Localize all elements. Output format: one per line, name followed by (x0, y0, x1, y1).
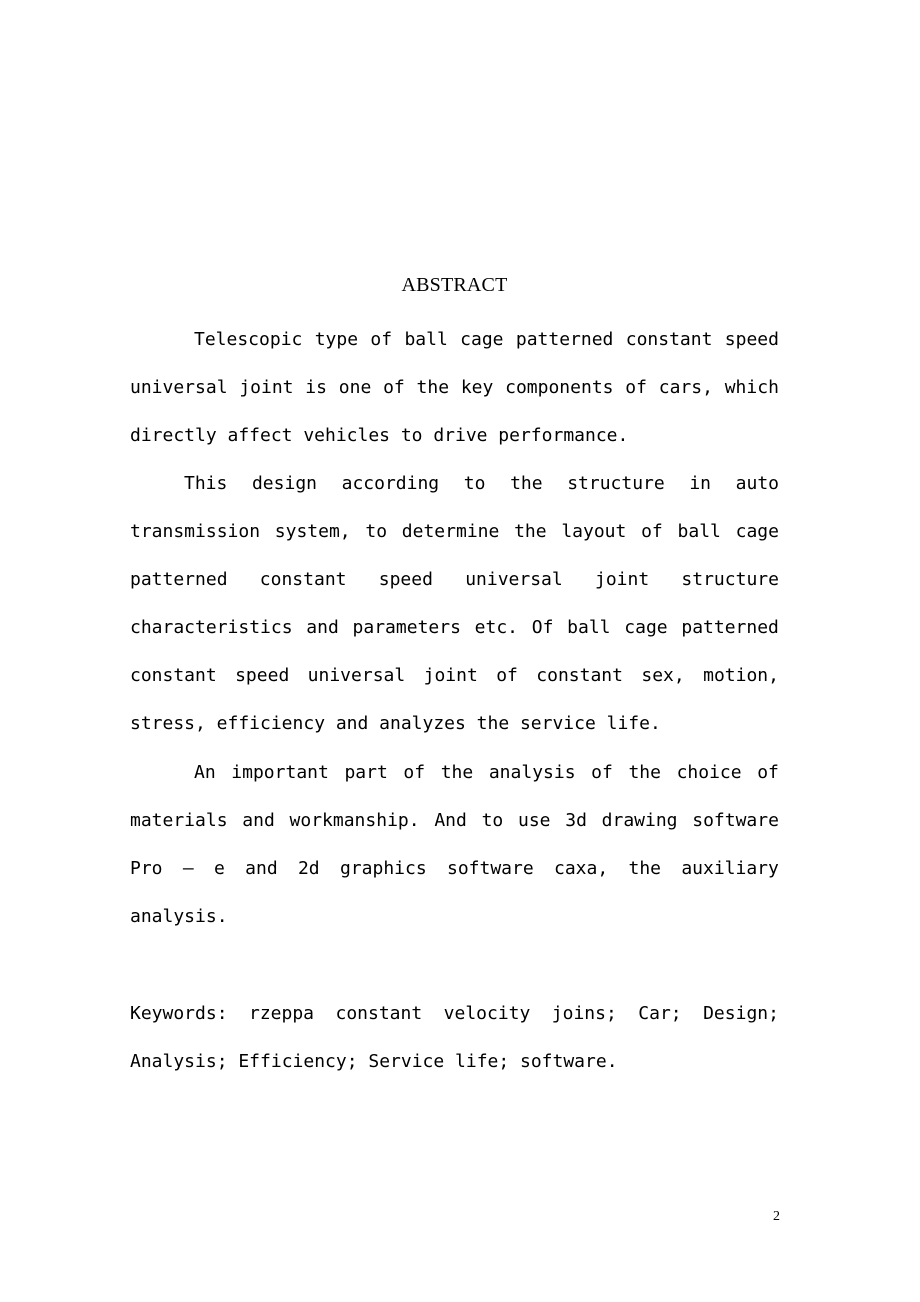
word-token: universal (307, 665, 406, 686)
word-token: of (625, 377, 647, 398)
word-token: of (641, 521, 663, 542)
word-token: directly (130, 425, 217, 446)
word-token: important (231, 762, 329, 783)
word-token: Of (531, 617, 554, 638)
word-token: layout (561, 521, 627, 542)
word-token: constant (130, 665, 217, 686)
word-token: analyzes (379, 713, 466, 734)
word-token: An (194, 762, 216, 783)
word-token: analysis (488, 762, 576, 783)
text-line (130, 760, 779, 786)
word-token: Telescopic (194, 329, 303, 350)
word-token: of (370, 329, 393, 350)
text-line (130, 471, 779, 497)
word-token: universal (130, 377, 228, 398)
word-token: components (505, 377, 614, 398)
word-token: etc. (474, 617, 519, 638)
word-token: of (496, 665, 518, 686)
word-token: patterned (515, 329, 614, 350)
word-token: cage (735, 521, 779, 542)
word-token: affect (227, 425, 293, 446)
word-token: to (400, 425, 423, 446)
word-token: software (692, 810, 779, 831)
word-token: constant (536, 665, 623, 686)
word-token: performance. (498, 425, 629, 446)
word-token: joint (239, 377, 294, 398)
word-token: the (628, 858, 662, 879)
word-token: auxiliary (681, 858, 779, 879)
word-token: software. (520, 1051, 618, 1072)
word-token: Car; (638, 1003, 682, 1024)
word-token: e (213, 858, 225, 879)
word-token: universal (465, 569, 563, 590)
word-token: vehicles (303, 425, 391, 446)
word-token: service (519, 713, 596, 734)
text-line (130, 375, 779, 401)
word-token: Service (368, 1051, 445, 1072)
word-token: the (440, 762, 474, 783)
word-token: cars, (658, 377, 713, 398)
word-token: graphics (339, 858, 427, 879)
text-line (130, 711, 779, 737)
word-token: Analysis; (130, 1051, 228, 1072)
word-token: the (476, 713, 510, 734)
word-token: one (338, 377, 372, 398)
word-token: constant (335, 1003, 423, 1024)
word-token: parameters (352, 617, 461, 638)
word-token: to (365, 521, 388, 542)
word-token: structure (681, 569, 779, 590)
word-token: ball (404, 329, 448, 350)
word-token: life. (606, 713, 661, 734)
text-line (130, 519, 779, 545)
word-token: constant (625, 329, 713, 350)
word-token: joint (423, 665, 478, 686)
text-line (130, 856, 779, 882)
word-token: workmanship. (289, 810, 420, 831)
word-token: constant (259, 569, 347, 590)
word-token: rzeppa (249, 1003, 315, 1024)
word-token: This (184, 473, 228, 494)
word-token: the (416, 377, 450, 398)
word-token: 2d (297, 858, 320, 879)
word-token: ball (677, 521, 721, 542)
word-token: the (514, 521, 547, 542)
word-token: structure (567, 473, 665, 494)
keywords-line (130, 1049, 779, 1075)
word-token: software (446, 858, 534, 879)
word-token: of (591, 762, 613, 783)
word-token: to (481, 810, 504, 831)
word-token: auto (735, 473, 779, 494)
word-token: joins; (551, 1003, 617, 1024)
text-line (130, 615, 779, 641)
word-token: speed (724, 329, 779, 350)
word-token: according (341, 473, 440, 494)
word-token: 3d (565, 810, 587, 831)
word-token: and (335, 713, 369, 734)
word-token: the (510, 473, 543, 494)
word-token: life; (455, 1051, 510, 1072)
word-token: of (403, 762, 426, 783)
text-line (130, 808, 779, 834)
word-token: And (434, 810, 467, 831)
word-token: analysis. (130, 906, 228, 927)
word-token: – (182, 858, 194, 879)
word-token: speed (378, 569, 433, 590)
word-token: system, (274, 521, 351, 542)
page-number: 2 (773, 1209, 780, 1224)
word-token: Design; (703, 1003, 779, 1024)
word-token: speed (235, 665, 290, 686)
word-token: Efficiency; (238, 1051, 358, 1072)
word-token: the (628, 762, 661, 783)
word-token: which (724, 377, 779, 398)
word-token: stress, (130, 713, 206, 734)
word-token: ball (567, 617, 611, 638)
word-token: and (245, 858, 278, 879)
word-token: efficiency (216, 713, 326, 734)
word-token: Keywords: (130, 1003, 228, 1024)
word-token: and (306, 617, 339, 638)
text-line (130, 327, 779, 353)
word-token: cage (460, 329, 504, 350)
word-token: of (383, 377, 405, 398)
text-line (130, 423, 779, 449)
word-token: design (251, 473, 317, 494)
word-token: velocity (443, 1003, 531, 1024)
word-token: characteristics (130, 617, 293, 638)
word-token: choice (676, 762, 742, 783)
word-token: materials (130, 810, 228, 831)
word-token: to (463, 473, 486, 494)
word-token: is (305, 377, 327, 398)
word-token: caxa, (554, 858, 609, 879)
keywords-line (130, 1001, 779, 1027)
word-token: cage (624, 617, 668, 638)
word-token: joint (594, 569, 650, 590)
text-line (130, 904, 779, 930)
word-token: sex, (641, 665, 685, 686)
word-token: patterned (130, 569, 228, 590)
word-token: in (689, 473, 712, 494)
word-token: drive (433, 425, 488, 446)
word-token: use (517, 810, 551, 831)
word-token: of (757, 762, 779, 783)
word-token: drawing (601, 810, 678, 831)
abstract-title: ABSTRACT (401, 274, 508, 296)
word-token: determine (401, 521, 500, 542)
word-token: Pro (130, 858, 163, 879)
word-token: motion, (703, 665, 779, 686)
word-token: type (314, 329, 359, 350)
word-token: key (460, 377, 494, 398)
word-token: transmission (130, 521, 261, 542)
word-token: and (242, 810, 275, 831)
word-token: part (344, 762, 388, 783)
text-line (130, 567, 779, 593)
text-line (130, 663, 779, 689)
word-token: patterned (681, 617, 779, 638)
